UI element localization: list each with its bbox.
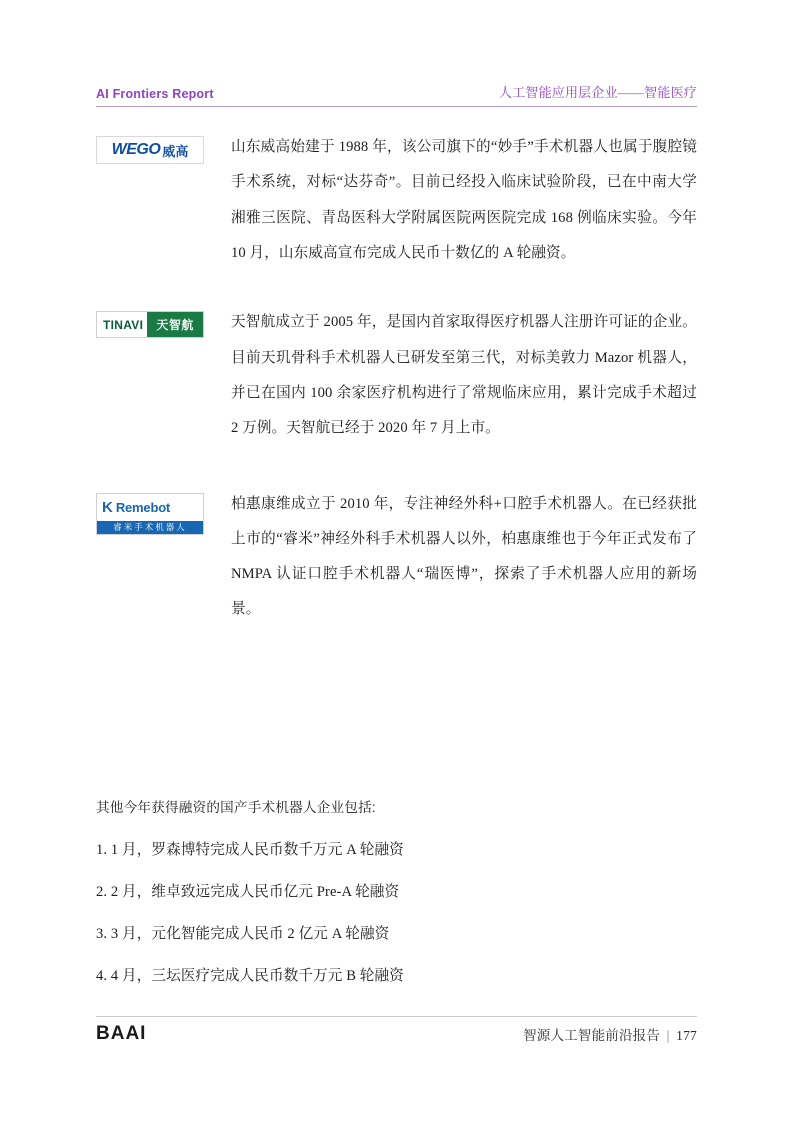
baai-logo: BAAI xyxy=(96,1023,147,1044)
page-header xyxy=(96,82,697,101)
tinavi-logo xyxy=(96,311,204,338)
funding-list-section xyxy=(96,796,697,1006)
logo-cell xyxy=(96,130,231,164)
footer-meta xyxy=(523,1024,697,1044)
page-number: 177 xyxy=(676,1028,697,1043)
header-report-title: AI Frontiers Report xyxy=(96,87,214,101)
company-entry xyxy=(96,305,697,446)
footer-divider xyxy=(96,1016,697,1017)
funding-list-intro: 其他今年获得融资的国产手术机器人企业包括: xyxy=(96,800,376,815)
list-item: 2. 2 月，维卓致远完成人民币亿元 Pre-A 轮融资 xyxy=(96,884,400,900)
header-section-title: 人工智能应用层企业——智能医疗 xyxy=(498,85,697,100)
tinavi-logo-latin: TINAVI xyxy=(103,317,144,332)
wego-logo-cn: 威高 xyxy=(162,143,189,159)
company-paragraph: 天智航成立于 2005 年，是国内首家取得医疗机器人注册许可证的企业。目前天玑骨科手术机器人已研发至第三代，对标美敦力 Mazor 机器人，并已在国内 100 余家医疗机构进行了常规临床应用，累计完成手术超过 2 万例。天智航已经于 2020 年 7 月上市。 xyxy=(231,314,697,437)
wego-logo-latin: WEGO xyxy=(111,141,161,158)
company-entry xyxy=(96,487,697,628)
logo-cell xyxy=(96,487,231,535)
company-paragraph: 山东威高始建于 1988 年，该公司旗下的“妙手”手术机器人也属于腹腔镜手术系统，对标“达芬奇”。目前已经投入临床试验阶段，已在中南大学湘雅三医院、青岛医科大学附属医院两医院完成 168 例临床实验。今年 10 月，山东威高宣布完成人民币十数亿的 A 轮融资。 xyxy=(231,139,697,261)
wego-logo xyxy=(96,136,204,164)
remebot-logo-top xyxy=(97,494,203,521)
remebot-logo-latin: Remebot xyxy=(115,499,171,515)
company-paragraph: 柏惠康维成立于 2010 年，专注神经外科+口腔手术机器人。在已经获批上市的“睿米”神经外科手术机器人以外，柏惠康维也于今年正式发布了 NMPA 认证口腔手术机器人“瑞医博”，探索了手术机器人应用的新场景。 xyxy=(231,495,697,618)
list-item: 4. 4 月，三坛医疗完成人民币数千万元 B 轮融资 xyxy=(96,968,404,984)
company-entry xyxy=(96,130,697,271)
tinavi-logo-cn: 天智航 xyxy=(147,312,203,337)
remebot-logo xyxy=(96,493,204,535)
header-divider xyxy=(96,106,697,107)
footer-separator: | xyxy=(666,1028,670,1043)
page-footer xyxy=(96,1023,697,1045)
company-entries xyxy=(96,130,697,662)
list-item: 1. 1 月，罗森博特完成人民币数千万元 A 轮融资 xyxy=(96,842,404,858)
logo-cell xyxy=(96,305,231,338)
footer-report-name: 智源人工智能前沿报告 xyxy=(523,1028,661,1043)
remebot-mark-icon: K xyxy=(102,498,113,516)
list-item: 3. 3 月，元化智能完成人民币 2 亿元 A 轮融资 xyxy=(96,926,390,942)
remebot-logo-cn: 睿米手术机器人 xyxy=(97,521,203,534)
